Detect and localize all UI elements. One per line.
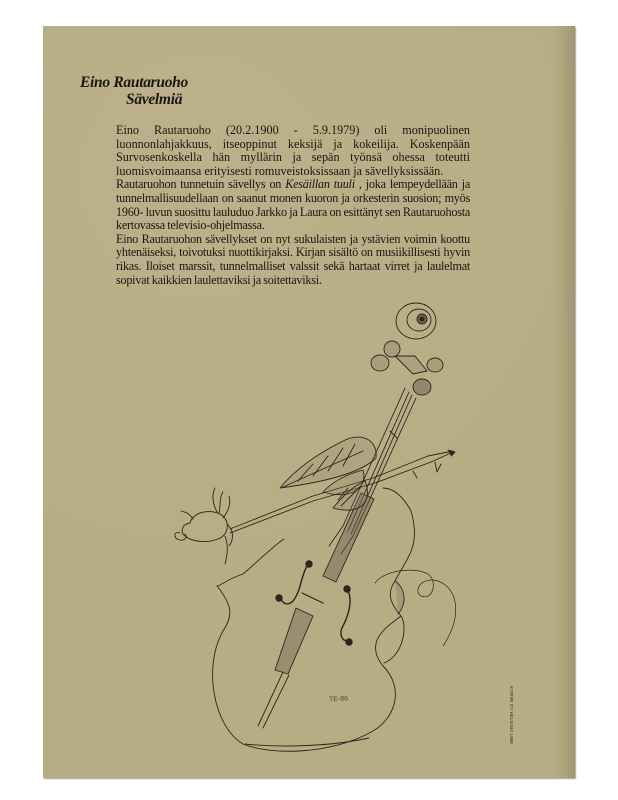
booklet-page bbox=[43, 26, 575, 778]
violin-scroll bbox=[371, 303, 443, 395]
rose-leaves bbox=[280, 437, 376, 510]
paragraph-biography: Eino Rautaruoho (20.2.1900 - 5.9.1979) oli monipuolinen luonnonlahjakkuus, itseoppinut keksijä ja kokeilija. Koskenpään Survosenkoskella hän myllärin ja sepän työnsä ohessa toteutti luomisvoimaansa erityisesti romuveistoksissaan ja sävellyksissään. bbox=[116, 123, 470, 178]
violin-body bbox=[213, 488, 415, 751]
paragraph-text: Rautaruohon tunnetuin sävellys on bbox=[116, 177, 286, 192]
artist-signature: TE-86 bbox=[328, 695, 349, 704]
violin-rose-drawing bbox=[43, 26, 575, 778]
violin-tailpiece bbox=[258, 593, 323, 728]
paragraph-book: Eino Rautaruohon sävellykset on nyt sukulaisten ja ystävien voimin koottu yhtenäiseksi, toivotuksi nuottikirjaksi. Kirjan sisältö on musiikillisesti hyvin rikas. Iloiset marssit, tunnelmalliset valssit sekä hartaat virret ja laulelmat sopivat kaikkien laulettaviksi ja soitettaviksi. bbox=[116, 231, 470, 287]
work-title: Sävelmiä bbox=[126, 91, 183, 108]
printer-imprint: KYRIIRI OY HELSINKI 1988 bbox=[509, 686, 514, 744]
paragraph-text: , joka lempeydellään ja tunnelmallisuudellaan on saanut monen kuoron ja orkesterin suosion; myös 1960- luvun suosittu lauluduo Jarkko ja Laura on esittänyt sen Rautaruohosta kertovassa televisio-ohjelmassa. bbox=[116, 177, 470, 233]
author-name: Eino Rautaruoho bbox=[80, 74, 188, 91]
song-title: Kesäillan tuuli bbox=[285, 177, 355, 192]
rose-flower bbox=[175, 488, 233, 564]
violin-curl bbox=[375, 570, 456, 646]
